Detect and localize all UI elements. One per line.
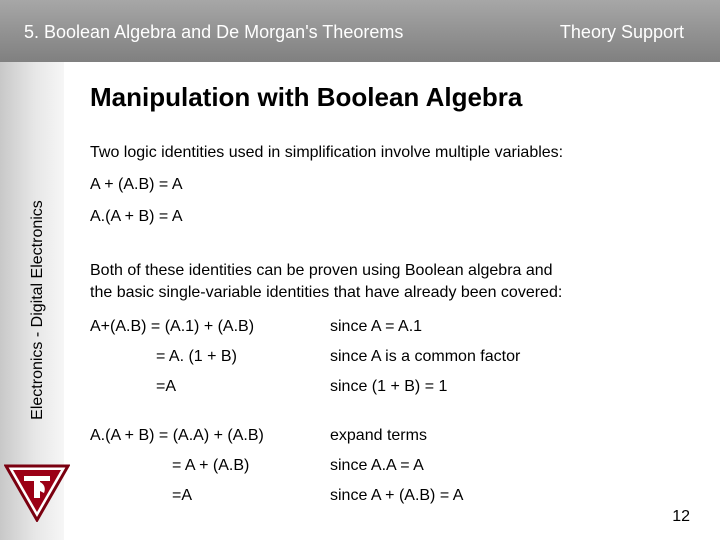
sidebar-vertical-text: Electronics - Digital Electronics (29, 200, 46, 420)
slide-title: Manipulation with Boolean Algebra (90, 82, 523, 112)
proof2-reason-3: since A + (A.B) = A (330, 487, 464, 504)
header-bar (0, 0, 720, 62)
identity-2: A.(A + B) = A (90, 208, 183, 225)
proof2-reason-1: expand terms (330, 427, 427, 444)
proof1-expr-3: =A (156, 378, 177, 395)
proof2-reason-2: since A.A = A (330, 457, 424, 474)
proof1-expr-2: = A. (1 + B) (156, 348, 237, 365)
proof2-expr-3: =A (172, 487, 193, 504)
proof2-expr-1: A.(A + B) = (A.A) + (A.B) (90, 427, 264, 444)
identity-1: A + (A.B) = A (90, 176, 183, 193)
proof-intro-line-2: the basic single-variable identities that have already been covered: (90, 284, 563, 301)
proof1-reason-2: since A is a common factor (330, 348, 521, 365)
proof1-reason-3: since (1 + B) = 1 (330, 378, 448, 395)
intro-text: Two logic identities used in simplification involve multiple variables: (90, 144, 564, 161)
tf-logo-icon (4, 460, 70, 522)
proof1-expr-1: A+(A.B) = (A.1) + (A.B) (90, 318, 255, 335)
proof2-expr-2: = A + (A.B) (172, 457, 250, 474)
page-number: 12 (672, 508, 690, 525)
proof-intro-line-1: Both of these identities can be proven using Boolean algebra and (90, 262, 553, 279)
section-label: Theory Support (559, 22, 684, 42)
chapter-title: 5. Boolean Algebra and De Morgan's Theorems (24, 22, 404, 42)
proof1-reason-1: since A = A.1 (330, 318, 423, 335)
